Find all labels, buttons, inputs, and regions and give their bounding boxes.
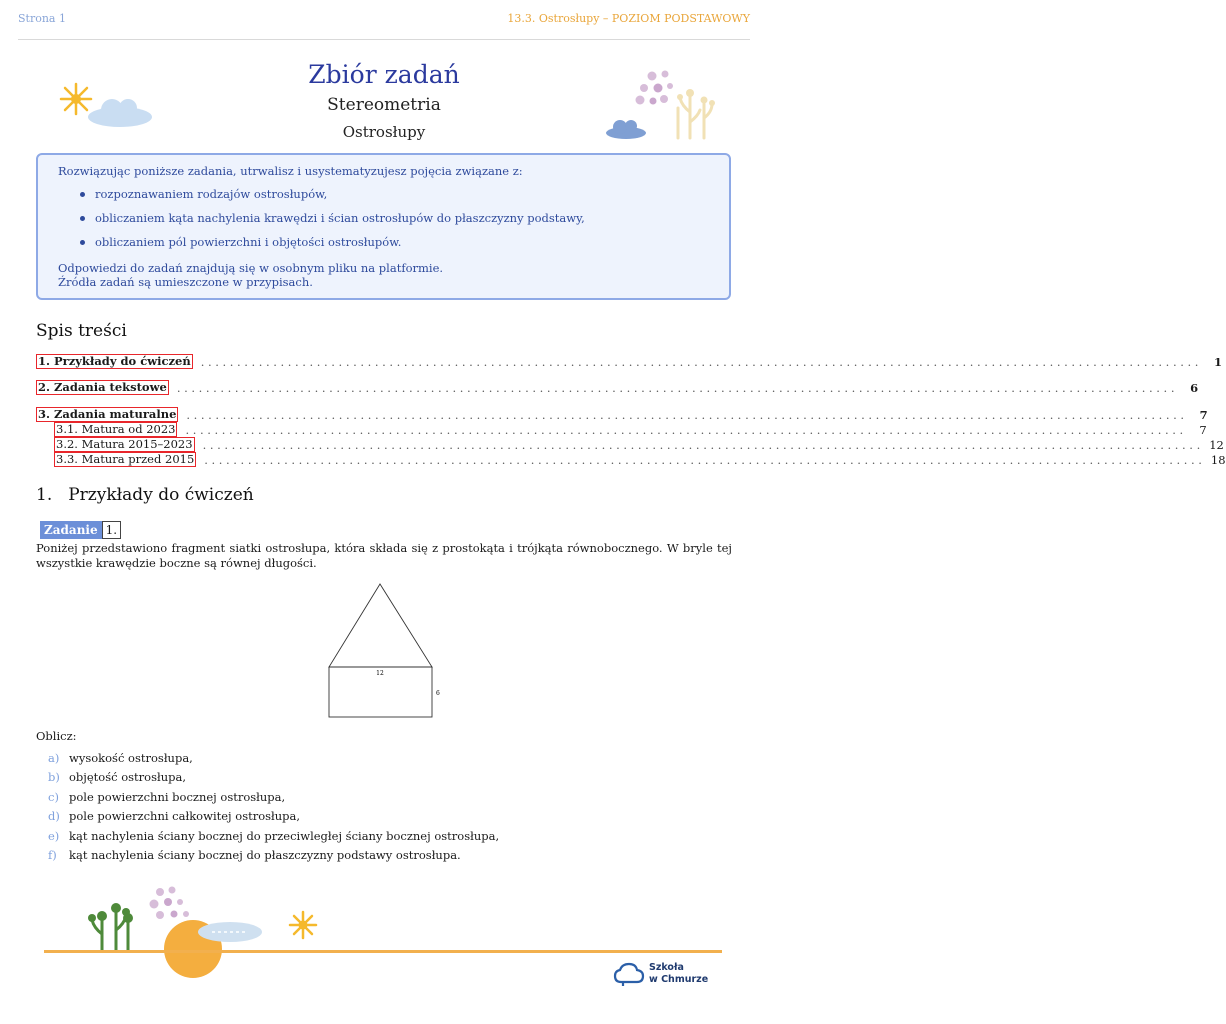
subtask-item [48, 809, 499, 828]
subtask-letter: c) [48, 789, 59, 804]
toc-link[interactable]: 3.3. Matura przed 2015 [56, 452, 195, 466]
section-heading [36, 485, 254, 505]
toc-leader-dots: .......................................................................................................................................... [185, 423, 1187, 437]
subtask-letter: f) [48, 847, 57, 862]
toc-page-number: 6 [1190, 381, 1199, 395]
intro-box [36, 153, 731, 300]
footer-illustration [80, 882, 340, 974]
task-badge-label: Zadanie [40, 521, 102, 539]
cloud-logo-icon [614, 962, 644, 986]
subtask-text: pole powierzchni bocznej ostrosłupa, [69, 789, 286, 804]
subtask-text: wysokość ostrosłupa, [69, 751, 193, 765]
section-title: Przykłady do ćwiczeń [68, 485, 254, 505]
logo-line-2: w Chmurze [649, 974, 709, 985]
triangle-face [329, 584, 432, 667]
toc-link[interactable]: 3.2. Matura 2015–2023 [56, 437, 193, 451]
intro-sources-note: Źródła zadań są umieszczone w przypisach. [58, 275, 313, 289]
subtask-text: pole powierzchni całkowitej ostrosłupa, [69, 809, 301, 824]
toc-page-number: 1 [1213, 355, 1222, 369]
toc-page-number: 18 [1210, 453, 1226, 467]
toc-leader-dots: .......................................................................................................................................... [200, 355, 1202, 369]
task-description: Poniżej przedstawiono fragment siatki ostrosłupa, która składa się z prostokąta i trójkąta równobocznego. W bryle tej wszystkie krawędzie boczne są równej długości. [36, 541, 732, 570]
subtask-text: kąt nachylenia ściany bocznej do płaszczyzny podstawy ostrosłupa. [69, 847, 461, 862]
subtask-item [48, 829, 499, 848]
toc-page-number: 7 [1199, 423, 1207, 437]
intro-list [78, 187, 585, 259]
subtask-item [48, 751, 499, 770]
toc-subentry[interactable] [54, 436, 1224, 452]
section-number: 1. [36, 485, 53, 505]
subtask-letter: a) [48, 751, 60, 765]
subtask-text: kąt nachylenia ściany bocznej do przeciwległej ściany bocznej ostrosłupa, [69, 828, 500, 843]
figure-width-label: 12 [376, 670, 384, 677]
subtask-item [48, 770, 499, 789]
toc-leader-dots: .......................................................................................................................................... [176, 381, 1179, 395]
toc-page-number: 12 [1209, 438, 1224, 452]
toc-link[interactable]: 1. Przykłady do ćwiczeń [38, 354, 191, 368]
task-prompt: Oblicz: [36, 729, 77, 743]
document-subtitle: Stereometria [327, 95, 441, 115]
pyramid-net-figure [325, 578, 450, 723]
logo-line-1: Szkoła [649, 962, 684, 973]
footer-divider [44, 950, 722, 953]
subtask-item [48, 790, 499, 809]
intro-list-item: obliczaniem kąta nachylenia krawędzi i ścian ostrosłupów do płaszczyzny podstawy, [78, 211, 585, 235]
task-badge [40, 521, 121, 539]
subtask-text: objętość ostrosłupa, [69, 770, 186, 785]
task-badge-number: 1. [102, 521, 121, 539]
subtask-letter: e) [48, 828, 60, 843]
school-logo [614, 962, 708, 986]
toc-entry[interactable] [36, 406, 1208, 422]
intro-lead-text: Rozwiązując poniższe zadania, utrwalisz i usystematyzujesz pojęcia związane z: [58, 164, 523, 178]
subtask-letter: b) [48, 770, 60, 785]
intro-list-item: obliczaniem pól powierzchni i objętości ostrosłupów. [78, 235, 585, 259]
intro-answers-note: Odpowiedzi do zadań znajdują się w osobnym pliku na platformie. [58, 261, 444, 275]
intro-list-item: rozpoznawaniem rodzajów ostrosłupów, [78, 187, 585, 211]
section-header-label: 13.3. Ostrosłupy – POZIOM PODSTAWOWY [507, 12, 750, 25]
toc-entry[interactable] [36, 353, 1222, 369]
toc-link[interactable]: 2. Zadania tekstowe [38, 380, 167, 394]
logo-text [649, 962, 708, 986]
toc-leader-dots: .......................................................................................................................................... [202, 438, 1204, 452]
document-title: Zbiór zadań [308, 60, 460, 89]
toc-link[interactable]: 3.1. Matura od 2023 [56, 422, 176, 436]
toc-link[interactable]: 3. Zadania maturalne [38, 407, 177, 421]
toc-entry[interactable] [36, 379, 1199, 395]
toc-leader-dots: .......................................................................................................................................... [204, 453, 1206, 467]
subtask-list [48, 751, 499, 867]
toc-subentry[interactable] [54, 451, 1226, 467]
page-number-label: Strona 1 [18, 12, 66, 25]
subtask-letter: d) [48, 809, 60, 824]
subtask-item [48, 848, 499, 867]
figure-height-label: 6 [436, 690, 440, 697]
toc-subentry[interactable] [54, 421, 1207, 437]
toc-page-number: 7 [1199, 408, 1208, 422]
document-topic: Ostrosłupy [342, 123, 426, 141]
header-divider [18, 39, 750, 40]
toc-leader-dots: .......................................................................................................................................... [186, 408, 1188, 422]
toc-heading: Spis treści [36, 321, 127, 341]
